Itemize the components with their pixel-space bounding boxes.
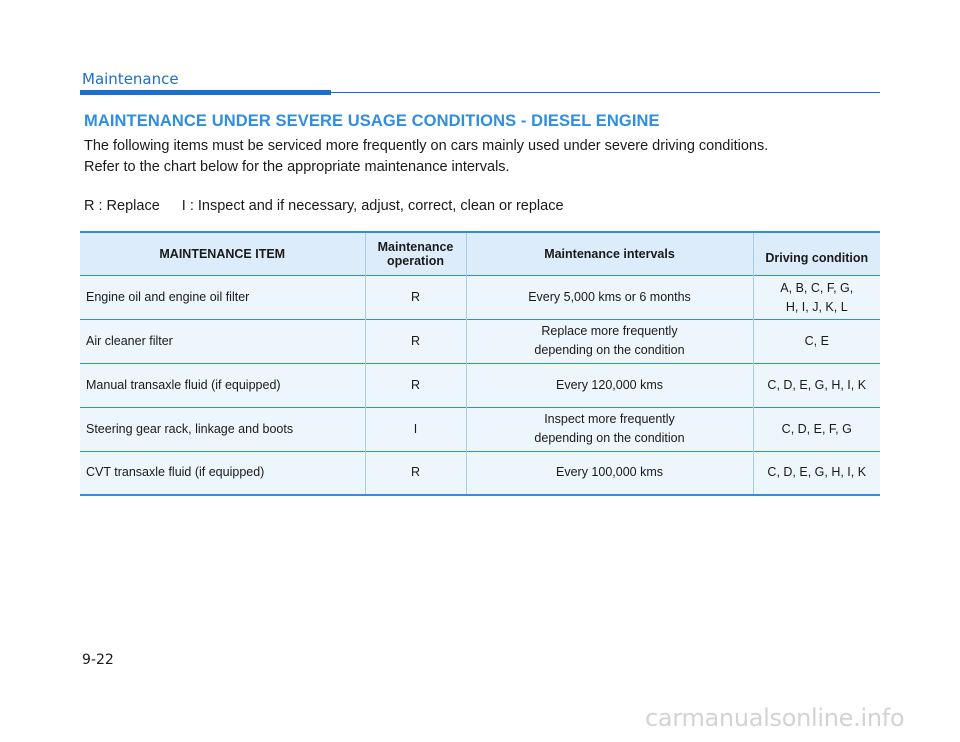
header-maintenance-item: MAINTENANCE ITEM [80, 232, 365, 275]
table-row [80, 363, 880, 407]
intro-line-2: Refer to the chart below for the appropriate maintenance intervals. [84, 159, 510, 175]
row-condition-line1: A, B, C, F, G, [780, 280, 854, 295]
row-condition: C, E [804, 333, 829, 348]
header-rule-thin [331, 92, 880, 93]
intro-line-1: The following items must be serviced more frequently on cars mainly used under severe driving conditions. [84, 138, 769, 154]
row-condition [753, 275, 880, 319]
row-condition: C, D, E, G, H, I, K [767, 377, 867, 392]
row-item: Steering gear rack, linkage and boots [80, 407, 365, 451]
row-condition-line2: H, I, J, K, L [785, 299, 848, 314]
page-title: MAINTENANCE UNDER SEVERE USAGE CONDITIONS - DIESEL ENGINE [84, 112, 660, 130]
page-number: 9-22 [82, 652, 114, 668]
row-interval-line2: depending on the condition [534, 431, 685, 445]
watermark[interactable]: carmanualsonline.info [645, 704, 905, 732]
row-operation: R [365, 275, 466, 319]
legend [84, 198, 564, 214]
row-operation: R [365, 319, 466, 363]
header-operation-line1: Maintenance [377, 239, 454, 254]
table-row [80, 275, 880, 319]
intro-text [84, 136, 768, 178]
row-condition: C, D, E, F, G [781, 421, 852, 436]
table-row [80, 319, 880, 363]
table-row [80, 451, 880, 495]
row-interval-line1: Inspect more frequently [544, 412, 675, 426]
table-row [80, 407, 880, 451]
row-interval: Every 100,000 kms [466, 451, 753, 495]
row-item: Manual transaxle fluid (if equipped) [80, 363, 365, 407]
row-operation: R [365, 363, 466, 407]
row-condition: C, D, E, G, H, I, K [767, 465, 867, 480]
header-driving-condition: Driving condition [765, 250, 869, 265]
header-maintenance-operation [365, 232, 466, 275]
row-operation: R [365, 451, 466, 495]
table-header-row [80, 232, 880, 275]
legend-replace: R : Replace [84, 198, 160, 214]
maintenance-table [80, 231, 880, 496]
row-interval [466, 319, 753, 363]
row-interval-line2: depending on the condition [534, 343, 685, 357]
header-maintenance-intervals: Maintenance intervals [466, 232, 753, 275]
row-interval: Every 120,000 kms [466, 363, 753, 407]
row-item: Engine oil and engine oil filter [80, 275, 365, 319]
row-item: Air cleaner filter [80, 319, 365, 363]
header-operation-line2: operation [387, 253, 444, 268]
row-operation: I [365, 407, 466, 451]
row-interval-line1: Replace more frequently [541, 324, 678, 338]
header-rule-thick [80, 90, 331, 95]
legend-inspect: I : Inspect and if necessary, adjust, correct, clean or replace [181, 198, 564, 214]
row-item: CVT transaxle fluid (if equipped) [80, 451, 365, 495]
row-interval [466, 407, 753, 451]
row-interval: Every 5,000 kms or 6 months [466, 275, 753, 319]
section-label: Maintenance [82, 70, 179, 88]
